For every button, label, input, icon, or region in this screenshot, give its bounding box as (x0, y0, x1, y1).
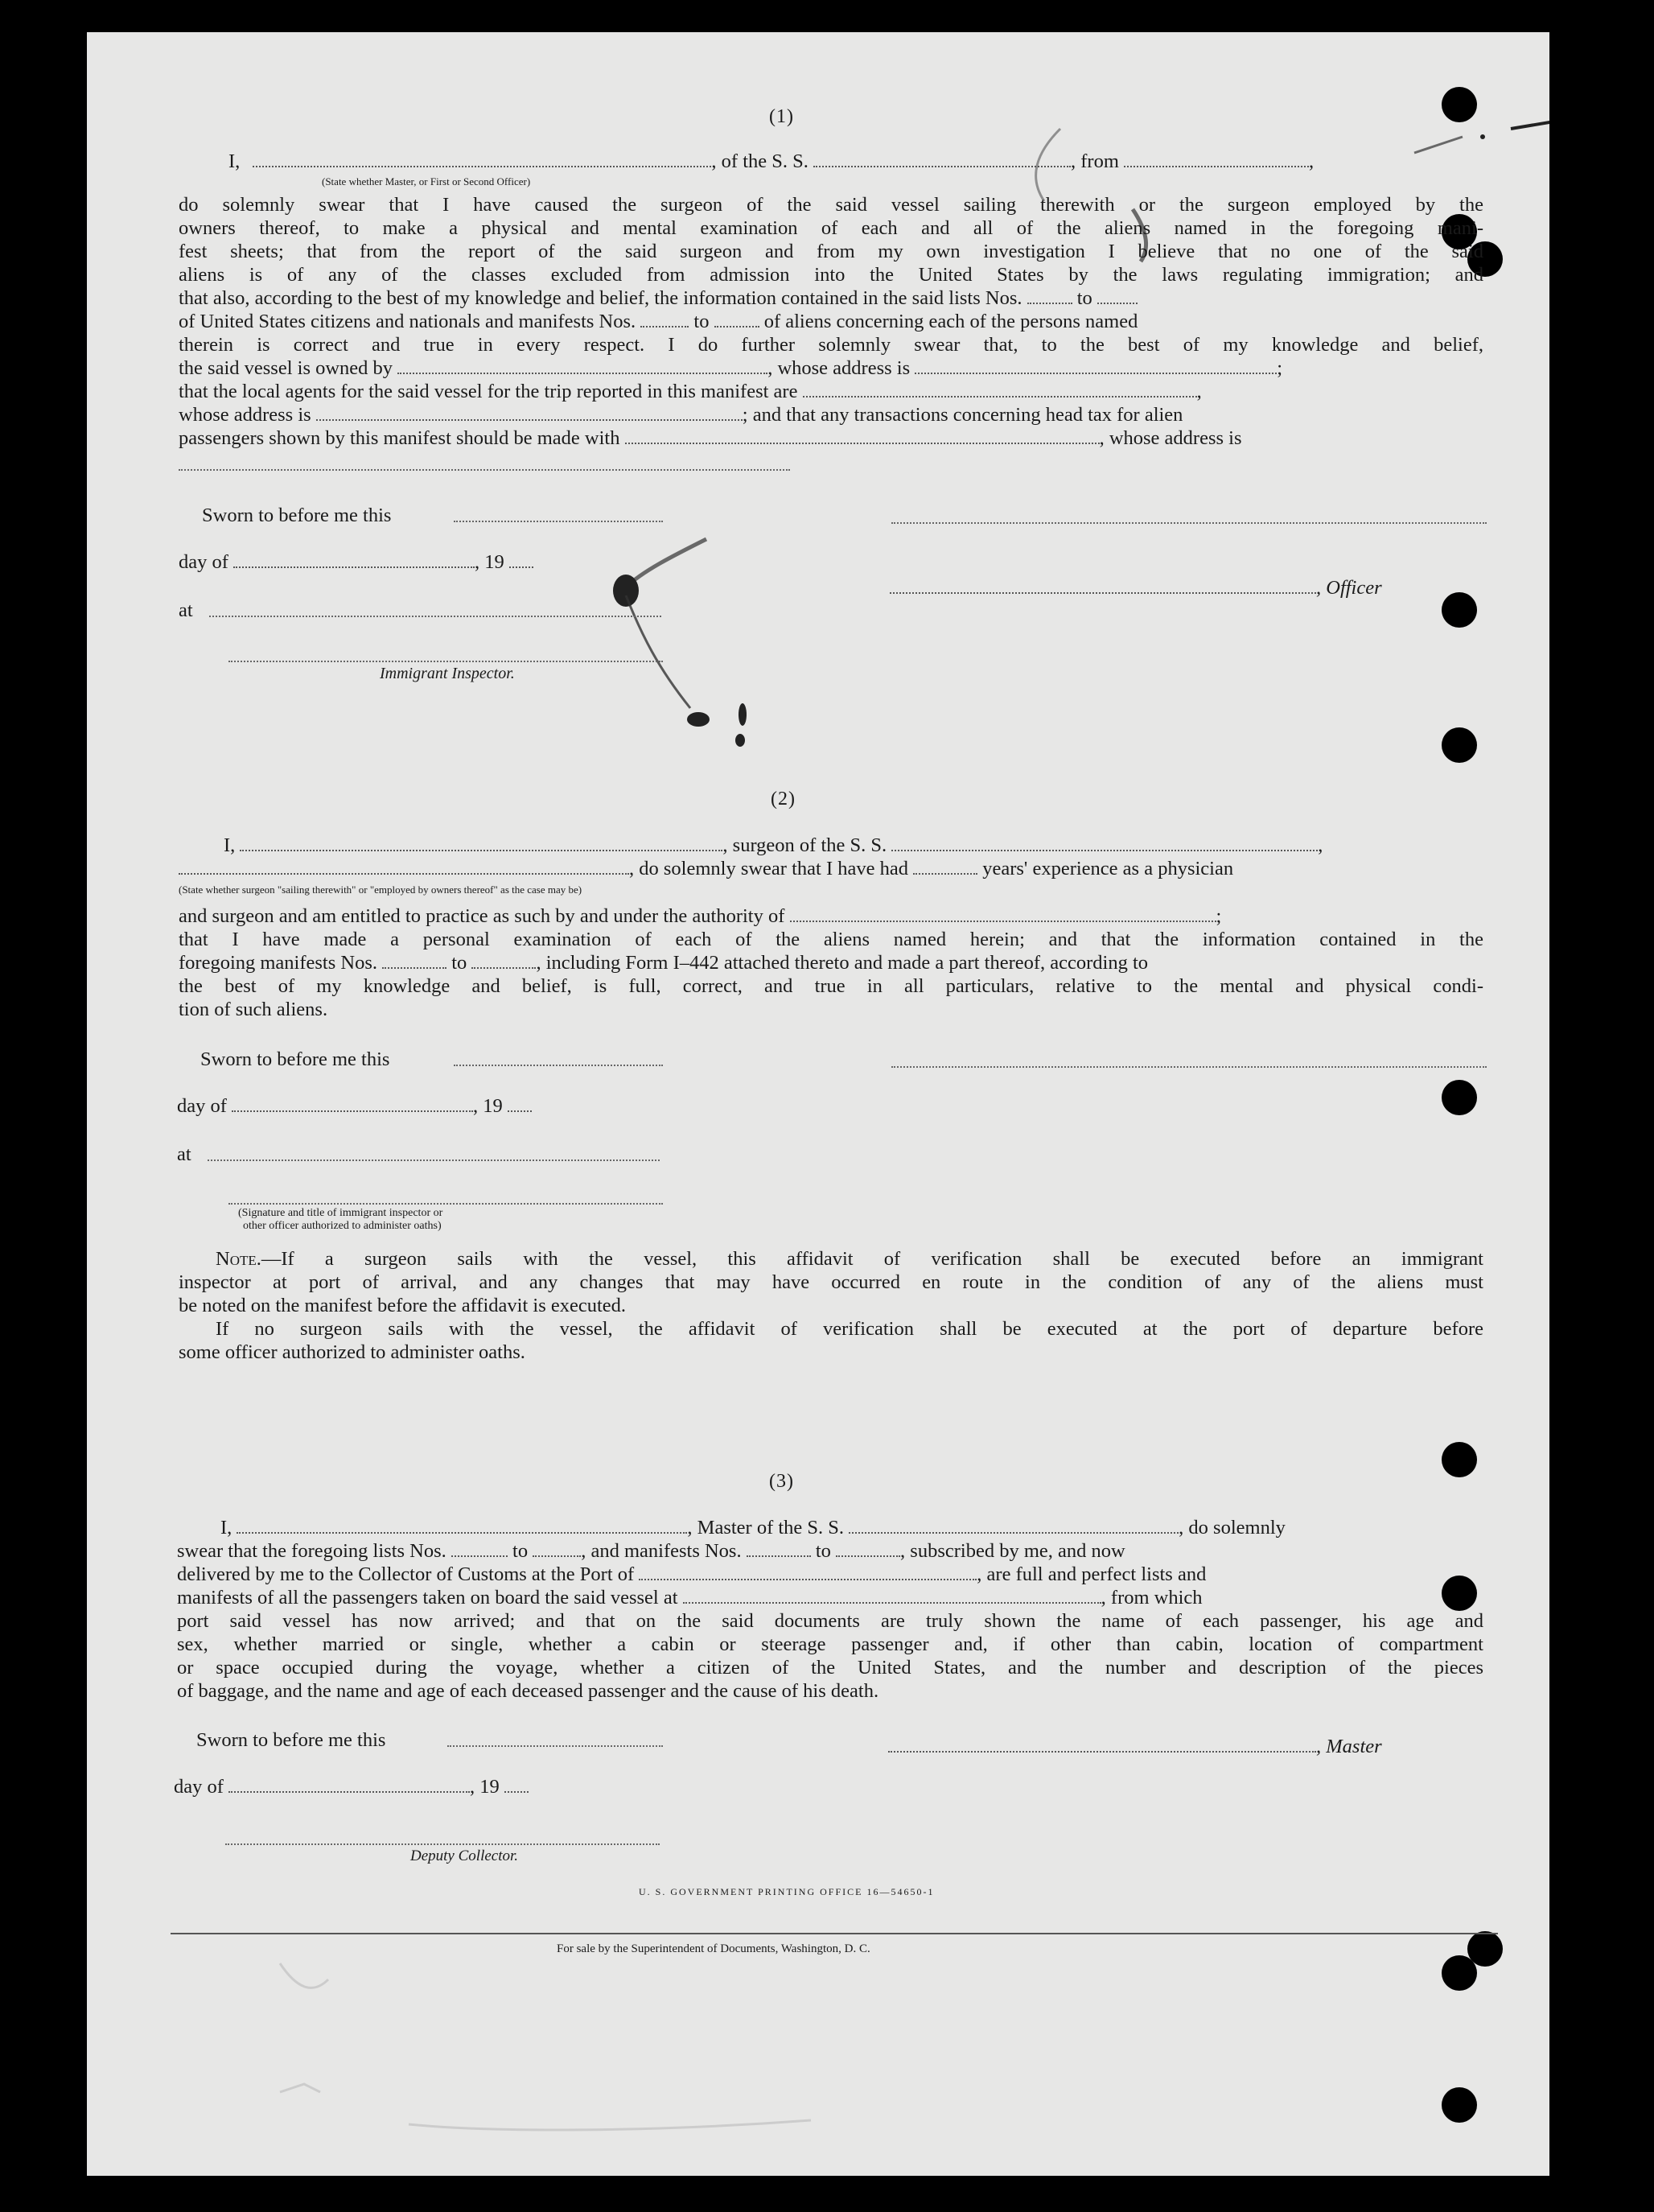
master-signature-line[interactable] (888, 1736, 1316, 1753)
ink-smudge-mark (537, 507, 747, 781)
section3-line4: manifests of all the passengers taken on board the said vessel at , from which (177, 1587, 1203, 1609)
printing-office-line: U. S. GOVERNMENT PRINTING OFFICE 16—54650-1 (639, 1886, 935, 1897)
manifests-from-blank[interactable] (747, 1541, 811, 1557)
head-tax-contact-blank[interactable] (625, 428, 1100, 444)
section2-line5: foregoing manifests Nos. to , including Form I–442 attached thereto and made a part thereof, according to (179, 952, 1149, 974)
at-place-blank[interactable] (208, 1159, 660, 1161)
agents-blank[interactable] (803, 381, 1197, 398)
sworn-label: Sworn to before me this (196, 1729, 386, 1751)
surgeon-type-blank[interactable] (179, 859, 629, 875)
day-of-label: day of , 19 (179, 550, 533, 575)
officer-signature-line[interactable] (890, 578, 1316, 594)
section1-line9: the said vessel is owned by , whose address is ; (179, 357, 1283, 379)
punch-hole (1442, 727, 1477, 763)
at-label: at (177, 1143, 191, 1165)
punch-hole (1442, 1080, 1477, 1115)
lists-from-blank[interactable] (451, 1541, 508, 1557)
section2-line1: I, , surgeon of the S. S. , (224, 834, 1323, 856)
master-vessel-blank[interactable] (849, 1518, 1179, 1534)
punch-hole (1442, 2087, 1477, 2123)
at-place-blank[interactable] (209, 615, 661, 617)
section-number: (2) (771, 789, 796, 809)
owner-address-blank[interactable] (915, 358, 1277, 374)
from-blank[interactable] (1124, 151, 1309, 167)
section3-line3: delivered by me to the Collector of Customs at the Port of , are full and perfect lists and (177, 1563, 1207, 1585)
punch-hole (1442, 1576, 1477, 1611)
sworn-day-blank[interactable] (454, 520, 663, 522)
section3-line7: or space occupied during the voyage, whether a citizen of the United States, and the number and description of the pieces (177, 1657, 1483, 1679)
section3-line1: I, , Master of the S. S. , do solemnly (220, 1517, 1286, 1539)
section2-line3: and surgeon and am entitled to practice as such by and under the authority of ; (179, 905, 1222, 927)
master-name-blank[interactable] (237, 1518, 687, 1534)
sale-notice: For sale by the Superintendent of Documents, Washington, D. C. (557, 1942, 870, 1955)
section3-line6: sex, whether married or single, whether a cabin or steerage passenger and, if other than cabin, location of compartment (177, 1633, 1483, 1655)
inspector-signature-line[interactable] (228, 1202, 663, 1205)
inspector-label: Immigrant Inspector. (380, 665, 515, 682)
sworn-label: Sworn to before me this (200, 1048, 390, 1070)
punch-hole (1442, 592, 1477, 628)
section3-line2: swear that the foregoing lists Nos. to , and manifests Nos. to , subscribed by me, and now (177, 1540, 1125, 1562)
section1-line11: whose address is ; and that any transactions concerning head tax for alien (179, 404, 1183, 426)
signature-note: other officer authorized to administer oaths) (243, 1220, 442, 1232)
section1-line6: that also, according to the best of my knowledge and belief, the information contained in the said lists Nos. to (179, 286, 1138, 311)
sworn-day-blank[interactable] (454, 1064, 663, 1066)
punch-hole (1442, 1442, 1477, 1477)
note-line3: be noted on the manifest before the affidavit is executed. (179, 1295, 627, 1316)
port-blank[interactable] (639, 1564, 977, 1580)
authority-blank[interactable] (790, 906, 1216, 922)
at-label: at (179, 599, 193, 621)
collector-signature-line[interactable] (225, 1843, 660, 1845)
section-number: (1) (769, 106, 794, 127)
surgeon-name-blank[interactable] (240, 835, 722, 851)
signature-note: (Signature and title of immigrant inspector or (238, 1207, 443, 1219)
section1-line5: aliens is of any of the classes excluded from admission into the United States by the laws regulating immigration; and (179, 264, 1483, 286)
note-line1: Note.—If a surgeon sails with the vessel, this affidavit of verification shall be executed before an immigrant (216, 1248, 1483, 1270)
note-line2: inspector at port of arrival, and any changes that may have occurred en route in the condition of any of the aliens must (179, 1271, 1483, 1293)
section2-line4: that I have made a personal examination of each of the aliens named herein; and that the information contained in the (179, 929, 1483, 950)
master-signature: , Master (888, 1735, 1382, 1759)
section1-line7: of United States citizens and nationals and manifests Nos. to of aliens concerning each of the persons named (179, 311, 1138, 332)
bleed-through-marks (248, 1947, 1294, 2165)
section3-line8: of baggage, and the name and age of each deceased passenger and the cause of his death. (177, 1680, 879, 1702)
year-blank[interactable] (508, 1096, 532, 1112)
officer-signature: , Officer (890, 576, 1382, 600)
section1-line4: fest sheets; that from the report of the said surgeon and from my own investigation I believe that no one of the said (179, 241, 1483, 262)
sworn-label: Sworn to before me this (202, 505, 392, 526)
manifests-to-blank[interactable] (836, 1541, 900, 1557)
sworn-day-blank[interactable] (447, 1744, 663, 1747)
section3-line5: port said vessel has now arrived; and that on the said documents are truly shown the name of each passenger, his age and (177, 1610, 1483, 1632)
section1-line12: passengers shown by this manifest should be made with , whose address is (179, 427, 1242, 449)
section1-line10: that the local agents for the said vessel for the trip reported in this manifest are , (179, 381, 1202, 402)
note-line4: If no surgeon sails with the vessel, the affidavit of verification shall be executed at the port of departure before (216, 1318, 1483, 1340)
section2-line2: , do solemnly swear that I have had years' experience as a physician (179, 857, 1233, 881)
lists-from-blank[interactable] (1027, 288, 1072, 304)
inspector-signature-line[interactable] (228, 660, 663, 662)
day-of-label: day of , 19 (177, 1094, 532, 1118)
manifests-to-blank[interactable] (471, 953, 536, 969)
punch-hole (1442, 1955, 1477, 1991)
document-sheet (87, 32, 1549, 2176)
section1-line1: I, , of the S. S. , from , (228, 150, 1315, 172)
officer-rank-note: (State whether Master, or First or Second Officer) (322, 175, 531, 187)
surgeon-vessel-blank[interactable] (891, 835, 1318, 851)
lists-to-blank[interactable] (533, 1541, 581, 1557)
year-blank[interactable] (509, 552, 533, 568)
manifests-from-blank[interactable] (382, 953, 446, 969)
manifests-from-blank[interactable] (640, 311, 689, 327)
years-blank[interactable] (913, 859, 977, 875)
address-continuation-blank[interactable] (179, 468, 790, 471)
owner-blank[interactable] (397, 358, 767, 374)
surgeon-type-note: (State whether surgeon "sailing therewith" or "employed by owners thereof" as the case may be) (179, 884, 582, 896)
manifests-to-blank[interactable] (714, 311, 759, 327)
year-blank[interactable] (504, 1777, 529, 1793)
name-blank[interactable] (253, 151, 711, 167)
note-line5: some officer authorized to administer oaths. (179, 1341, 525, 1363)
officer-signature-line-top[interactable] (891, 521, 1487, 524)
section2-line7: tion of such aliens. (179, 999, 328, 1020)
day-of-label: day of , 19 (174, 1775, 529, 1799)
boarding-port-blank[interactable] (683, 1588, 1101, 1604)
vessel-blank[interactable] (813, 151, 1071, 167)
section1-line8: therein is correct and true in every respect. I do further solemnly swear that, to the best of my knowledge and belief, (179, 334, 1483, 356)
surgeon-signature-line[interactable] (891, 1065, 1487, 1068)
agents-address-blank[interactable] (316, 405, 743, 421)
month-blank[interactable] (233, 552, 475, 568)
section1-line2: do solemnly swear that I have caused the surgeon of the said vessel sailing therewith or the surgeon employed by the (179, 194, 1483, 216)
month-blank[interactable] (232, 1096, 473, 1112)
section-number: (3) (769, 1471, 794, 1492)
collector-label: Deputy Collector. (410, 1847, 519, 1864)
section2-line6: the best of my knowledge and belief, is full, correct, and true in all particulars, relative to the mental and physical condi- (179, 975, 1483, 997)
month-blank[interactable] (228, 1777, 470, 1793)
lists-to-blank[interactable] (1097, 288, 1138, 304)
footer-rule (171, 1933, 1498, 1934)
section1-line3: owners thereof, to make a physical and mental examination of each and all of the aliens named in the foregoing mani- (179, 217, 1483, 239)
